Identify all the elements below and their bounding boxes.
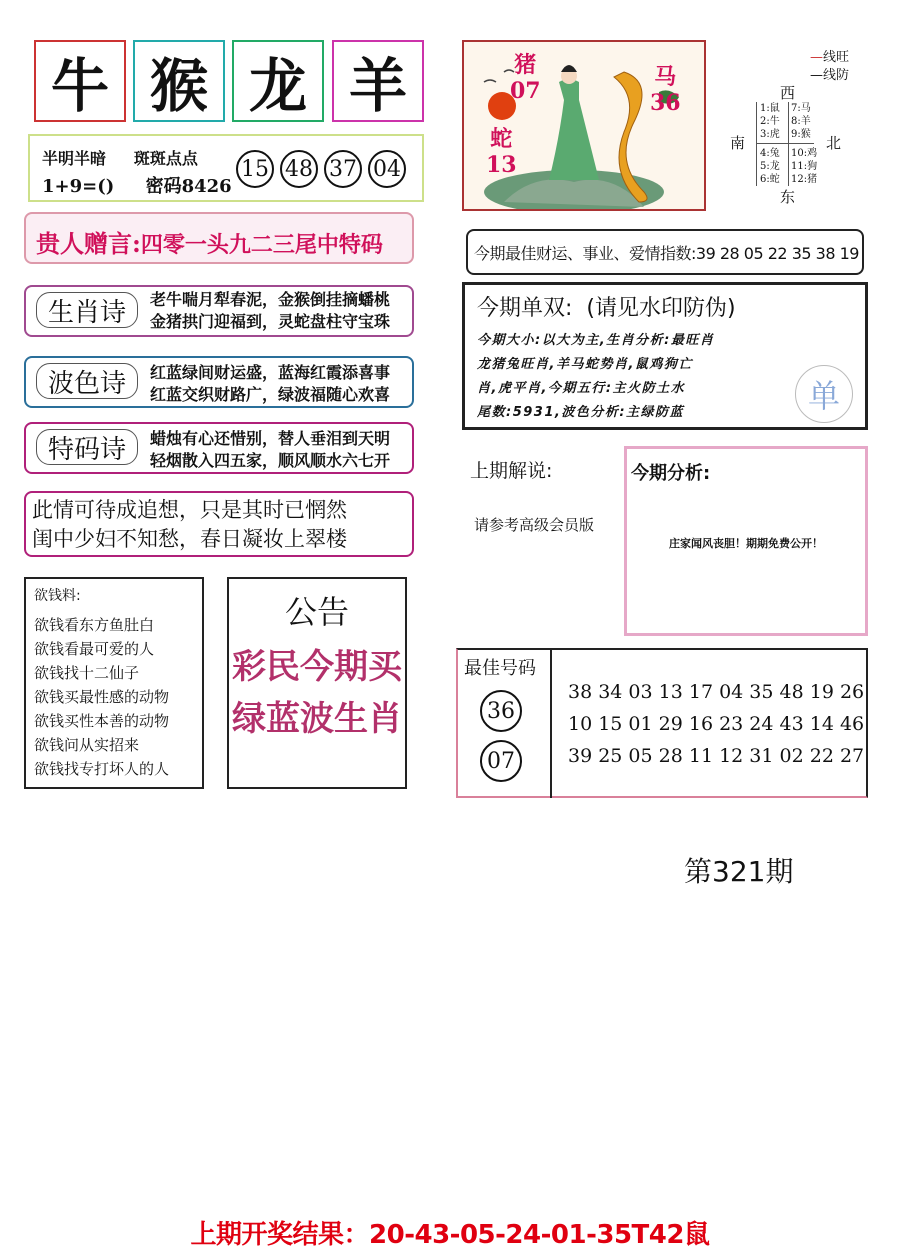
best-row-2: 10 15 01 29 16 23 24 43 14 46: [568, 713, 865, 735]
compass-east: 东: [780, 188, 796, 206]
analysis-title: 今期分析:: [631, 463, 711, 484]
horse-number: 36: [650, 90, 681, 116]
hint-ball-1: 15: [236, 150, 274, 188]
notice-line-1: 彩民今期买: [232, 647, 402, 687]
zodiac-2: 猴: [149, 52, 208, 120]
pig-label: 猪: [514, 52, 537, 78]
shengxiao-tag: 生肖诗: [36, 292, 138, 328]
c-tl-3: 3:虎: [760, 129, 780, 140]
hint-ball-4: 04: [368, 150, 406, 188]
hint-line1b: 斑斑点点: [133, 149, 198, 168]
best-ball-1: 36: [480, 690, 522, 732]
analysis-text: 庄家闻风丧胆！期期免费公开！: [669, 537, 823, 550]
danshuang-box: [462, 282, 868, 430]
c-bl-1: 4:兔: [760, 148, 780, 159]
zodiac-box-1: [34, 40, 126, 122]
compass-south: 南: [730, 134, 746, 152]
qianliao-item-2: 欲钱看最可爱的人: [34, 640, 155, 658]
hint-line2b: 密码8426: [145, 176, 232, 197]
fortune-label: 今期最佳财运、事业、爱情指数:: [474, 244, 696, 263]
fortune-box: [466, 229, 864, 275]
verse-box: [24, 491, 414, 557]
analysis-box: [624, 446, 868, 636]
zodiac-box-2: [133, 40, 225, 122]
tema-tag: 特码诗: [36, 429, 138, 465]
danshuang-line-2: 龙猪兔旺肖,羊马蛇势肖,鼠鸡狗亡: [477, 357, 693, 372]
legend-fang: 线防: [823, 68, 850, 83]
best-box: [456, 648, 868, 798]
best-ball-2: 07: [480, 740, 522, 782]
best-title: 最佳号码: [464, 658, 536, 679]
qianliao-item-1: 欲钱看东方鱼肚白: [34, 616, 155, 634]
verse-line-2: 闺中少妇不知愁，春日凝妆上翠楼: [32, 527, 347, 551]
fortune-numbers: 39 28 05 22 35 38 19: [695, 244, 859, 263]
best-row-3: 39 25 05 28 11 12 31 02 22 27: [568, 745, 865, 767]
guiren-text: 四零一头九二三尾中特码: [140, 232, 383, 258]
shengxiao-line-1: 老牛喘月犁春泥，金猴倒挂摘蟠桃: [150, 290, 391, 309]
guiren-box: [24, 212, 414, 264]
c-br-3: 12:猪: [791, 174, 818, 185]
compass-west: 西: [780, 84, 796, 102]
qianliao-item-5: 欲钱买性本善的动物: [34, 712, 170, 730]
zodiac-1: 牛: [50, 52, 109, 120]
bose-line-2: 红蓝交织财路广，绿波福随心欢喜: [150, 385, 391, 404]
notice-title: 公告: [284, 593, 349, 631]
hint-line1a: 半明半暗: [42, 149, 107, 168]
danshuang-title: 今期单双:: [477, 296, 573, 321]
c-bl-2: 5:龙: [760, 161, 780, 172]
tema-box: [24, 422, 414, 474]
notice-line-2: 绿蓝波生肖: [232, 699, 402, 739]
last-title: 上期解说:: [470, 460, 553, 482]
c-br-1: 10:鸡: [791, 148, 818, 159]
qianliao-box: [24, 577, 204, 789]
zodiac-4: 羊: [348, 52, 407, 120]
c-tl-2: 2:牛: [760, 116, 780, 127]
qianliao-item-4: 欲钱买最性感的动物: [34, 688, 170, 706]
watermark-stamp: 单: [795, 365, 853, 423]
notice-box: [227, 577, 407, 789]
c-br-2: 11:狗: [791, 161, 818, 172]
snake-label: 蛇: [490, 126, 513, 152]
zodiac-box-4: [332, 40, 424, 122]
last-result: 上期开奖结果：20-43-05-24-01-35T42鼠: [190, 1220, 710, 1250]
c-tr-1: 7:马: [791, 103, 811, 114]
bose-box: [24, 356, 414, 408]
zodiac-box-3: [232, 40, 324, 122]
zodiac-3: 龙: [248, 52, 307, 120]
bose-tag: 波色诗: [36, 363, 138, 399]
hint-line2a: 1+9=(): [42, 176, 115, 197]
snake-number: 13: [486, 152, 517, 178]
picture-box: [462, 40, 706, 211]
danshuang-sub: (请见水印防伪): [586, 296, 736, 321]
c-tr-2: 8:羊: [791, 116, 811, 127]
best-row-1: 38 34 03 13 17 04 35 48 19 26: [568, 681, 865, 703]
c-bl-3: 6:蛇: [760, 174, 780, 185]
tema-line-2: 轻烟散入四五家，顺风顺水六七开: [150, 451, 391, 470]
danshuang-line-1: 今期大小:以大为主,生肖分析:最旺肖: [477, 333, 715, 348]
shengxiao-line-2: 金猪拱门迎福到，灵蛇盘柱守宝珠: [150, 312, 391, 331]
qianliao-item-3: 欲钱找十二仙子: [34, 664, 140, 682]
qianliao-item-6: 欲钱问从实招来: [34, 736, 140, 754]
bose-line-1: 红蓝绿间财运盛，蓝海红霞添喜事: [150, 363, 391, 382]
legend-wang: 线旺: [823, 50, 850, 65]
guiren-label: 贵人赠言:: [36, 229, 141, 258]
compass: —线旺 —线防 西 南 北 东 1:鼠 2:牛 3:虎 7:马 8:羊 9:猴 4:兔 5:龙 6:蛇 10:鸡 11:狗 12:猪: [730, 50, 850, 206]
danshuang-line-3: 肖,虎平肖,今期五行:主火防土水: [477, 381, 686, 396]
horse-label: 马: [654, 64, 677, 90]
pig-number: 07: [510, 78, 541, 104]
compass-north: 北: [826, 134, 842, 152]
c-tr-3: 9:猴: [791, 129, 811, 140]
tema-line-1: 蜡烛有心还惜别，替人垂泪到天明: [150, 429, 391, 448]
issue-number: 第321期: [684, 855, 794, 888]
qianliao-item-7: 欲钱找专打坏人的人: [34, 760, 170, 778]
hint-box: [28, 134, 424, 202]
c-tl-1: 1:鼠: [760, 103, 780, 114]
danshuang-line-4: 尾数:5931,波色分析:主绿防蓝: [477, 405, 685, 420]
hint-ball-2: 48: [280, 150, 318, 188]
shengxiao-box: [24, 285, 414, 337]
qianliao-title: 欲钱料:: [34, 588, 81, 604]
last-note: 请参考高级会员版: [474, 516, 595, 534]
hint-ball-3: 37: [324, 150, 362, 188]
verse-line-1: 此情可待成追想，只是其时已惘然: [32, 498, 347, 522]
